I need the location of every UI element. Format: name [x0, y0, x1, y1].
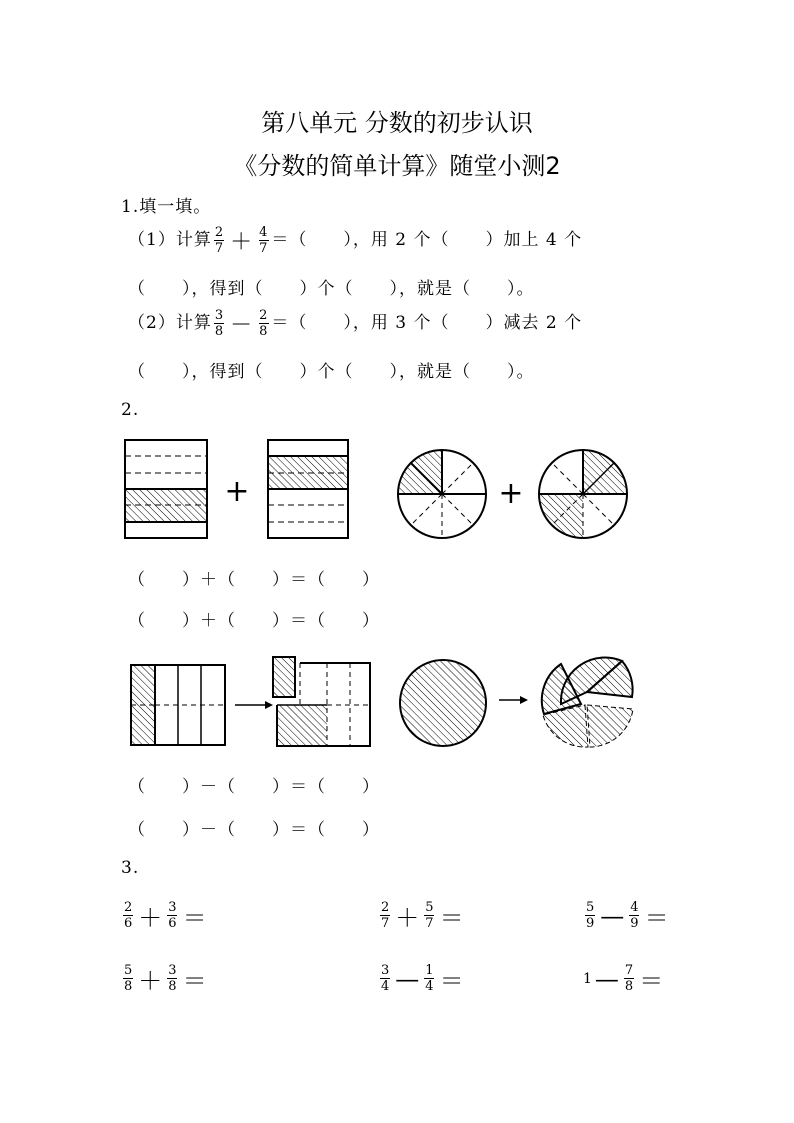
section1-label: 1.填一填。: [121, 197, 212, 217]
split-circle: [542, 658, 633, 748]
grid-rect-a: [131, 665, 225, 745]
q1-line2: （ ），得到（ ）个（ ），就是（ ）。: [128, 279, 535, 299]
arrow-2: [499, 696, 528, 704]
add-blank-1[interactable]: （ ）＋（ ）＝（ ）: [128, 570, 380, 590]
sub-blank-2[interactable]: （ ）－（ ）＝（ ）: [128, 820, 380, 840]
pie-circle-b: [539, 450, 627, 538]
q1-fraction-a: $\frac{2}{7}$: [214, 225, 225, 256]
calc-problem-5: $\frac{3}{4}$ — $\frac{1}{4}$ ＝: [381, 963, 464, 995]
page-subtitle: 《分数的简单计算》随堂小测2: [233, 152, 561, 180]
calc-problem-1: $\frac{2}{6}$ ＋ $\frac{3}{6}$ ＝: [124, 900, 207, 932]
page-title: 第八单元 分数的初步认识: [261, 109, 533, 137]
q2-line1: [128, 308, 582, 339]
pie-circle-a: [398, 450, 486, 538]
calc-problem-2: $\frac{2}{7}$ ＋ $\frac{5}{7}$ ＝: [381, 900, 464, 932]
q2-fraction-b: $\frac{2}{8}$: [259, 308, 269, 339]
addition-figures: [120, 435, 660, 547]
strip-rect-a: [125, 440, 207, 538]
add-blank-2[interactable]: （ ）＋（ ）＝（ ）: [128, 611, 380, 631]
subtraction-figures: [120, 652, 660, 754]
arrow-1: [235, 701, 273, 709]
plus-sign-1: +: [224, 474, 250, 509]
q2-after-text: ＝（ ），用 3 个（ ）减去 2 个: [271, 313, 583, 333]
q1-after-text: ＝（ ），用 2 个（ ）加上 4 个: [271, 230, 583, 250]
calc-problem-3: $\frac{5}{9}$ — $\frac{4}{9}$ ＝: [586, 900, 669, 932]
q1-operator: ＋: [230, 230, 254, 255]
q2-prefix: （2）计算: [128, 313, 212, 333]
q1-prefix: （1）计算: [128, 230, 212, 250]
q2-operator: －: [230, 313, 254, 338]
sub-blank-1[interactable]: （ ）－（ ）＝（ ）: [128, 777, 380, 797]
calc-problem-6: 1 — $\frac{7}{8}$ ＝: [583, 963, 664, 995]
section3-label: 3.: [121, 858, 140, 878]
strip-rect-b: [268, 440, 348, 538]
q2-fraction-a: $\frac{3}{8}$: [214, 308, 225, 339]
q1-line1: [128, 225, 582, 256]
calc-problem-4: $\frac{5}{8}$ ＋ $\frac{3}{8}$ ＝: [124, 963, 207, 995]
plus-sign-2: +: [498, 476, 524, 511]
q1-fraction-b: $\frac{4}{7}$: [259, 225, 269, 256]
full-circle: [400, 660, 486, 746]
q2-line2: （ ），得到（ ）个（ ），就是（ ）。: [128, 362, 535, 382]
grid-piece-removed: [273, 657, 295, 697]
section2-label: 2.: [121, 400, 140, 420]
